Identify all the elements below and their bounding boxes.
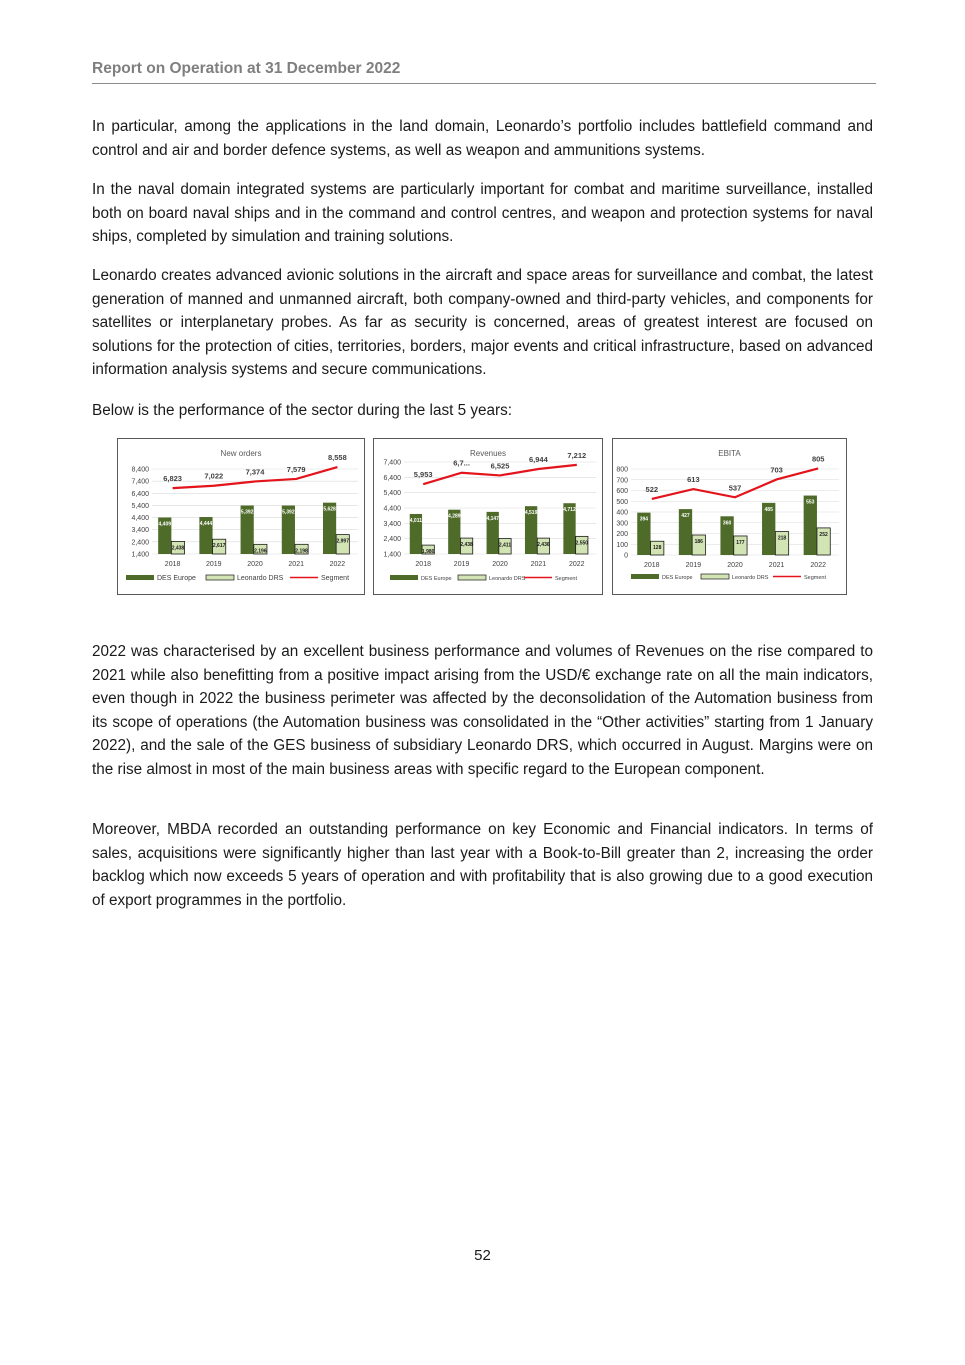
x-tick-label: 2019 [685, 562, 702, 569]
bar-data-label: 2,550 [575, 540, 589, 547]
x-tick-label: 2022 [329, 561, 346, 568]
y-tick-label: 5,400 [383, 490, 401, 498]
paragraph-avionics-security: Leonardo creates advanced avionic solutions in the aircraft and space areas for surveillance and combat, the latest generation of manned and unmanned aircraft, both company-owned and third-party vehicles, and components for satellites or interplanetary probes. As far as security is concerned, areas of greatest interest are focused on solutions for the protection of cities, territories, borders, major events and critical infrastructure, based on advanced information analysis systems and secure communications. [92, 267, 873, 379]
y-tick-label: 700 [616, 477, 628, 485]
y-tick-label: 6,400 [131, 490, 149, 498]
y-tick-label: 800 [616, 466, 628, 474]
bar-data-label: 394 [639, 516, 649, 523]
legend-label: DES Europe [662, 575, 693, 581]
y-tick-label: 4,400 [383, 505, 401, 513]
paragraph-naval-domain: In the naval domain integrated systems are particularly important for combat and maritime surveillance, installed both on board naval ships and in the command and control centres, and weapon and protection systems for naval ships, completed by simulation and training solutions. [92, 181, 873, 246]
segment-data-label: 6,823 [163, 474, 182, 484]
page-header [92, 60, 876, 84]
legend-swatch [126, 575, 154, 580]
bar-data-label: 2,997 [336, 538, 350, 545]
bar-data-label: 4,409 [158, 521, 172, 528]
x-tick-label: 2020 [727, 562, 743, 569]
bar-data-label: 4,519 [524, 510, 538, 517]
y-tick-label: 7,400 [131, 478, 149, 486]
y-tick-label: 4,400 [131, 515, 149, 523]
x-tick-label: 2018 [644, 562, 660, 569]
y-tick-label: 3,400 [131, 527, 149, 535]
bar-data-label: 5,392 [240, 509, 254, 516]
bar-data-label: 4,147 [486, 515, 499, 522]
x-tick-label: 2021 [768, 562, 785, 569]
bar-data-label: 186 [694, 539, 703, 546]
y-tick-label: 500 [616, 498, 628, 506]
x-tick-label: 2020 [492, 561, 508, 568]
header-title: Report on Operation at 31 December 2022 [92, 60, 401, 77]
x-tick-label: 2020 [247, 561, 263, 568]
y-tick-label: 2,400 [383, 536, 401, 544]
bar-data-label: 218 [777, 535, 787, 542]
y-tick-label: 2,400 [131, 539, 149, 547]
y-tick-label: 3,400 [383, 520, 401, 528]
chart-ebita [612, 438, 847, 595]
legend-label: Leonardo DRS [732, 575, 769, 581]
segment-data-label: 7,022 [204, 471, 224, 481]
y-tick-label: 7,400 [383, 459, 401, 467]
chart-new-orders [117, 438, 365, 595]
y-tick-label: 600 [616, 488, 628, 495]
y-tick-label: 6,400 [383, 474, 401, 482]
bar-data-label: 2,196 [254, 548, 267, 555]
segment-data-label: 537 [728, 483, 742, 493]
legend-label: Segment [804, 575, 827, 581]
bar-data-label: 360 [722, 520, 732, 527]
bar-data-label: 128 [653, 545, 662, 552]
segment-data-label: 7,212 [567, 450, 587, 460]
bar-data-label: 177 [736, 539, 745, 546]
bar-data-label: 4,712 [563, 507, 576, 514]
chart-ebita-svg [613, 439, 846, 594]
x-tick-label: 2019 [206, 561, 222, 568]
y-tick-label: 100 [616, 541, 628, 549]
legend-swatch [631, 574, 659, 579]
segment-data-label: 7,579 [286, 464, 306, 474]
segment-data-label: 805 [811, 454, 825, 464]
bar-data-label: 2,617 [212, 543, 226, 550]
segment-data-label: 6,7... [453, 458, 470, 468]
bar-data-label: 553 [806, 499, 815, 506]
segment-data-label: 522 [645, 484, 659, 494]
legend-label: Leonardo DRS [489, 576, 526, 582]
legend-swatch [458, 575, 486, 580]
bar-data-label: 4,444 [199, 521, 213, 528]
segment-data-label: 5,953 [413, 470, 433, 480]
chart-title: EBITA [718, 449, 741, 458]
x-tick-label: 2018 [415, 561, 431, 568]
bar-data-label: 4,289 [448, 513, 461, 520]
legend-label: Segment [321, 575, 350, 582]
bar-data-label: 1,980 [421, 549, 435, 556]
page-number: 52 [474, 1247, 491, 1264]
legend-swatch [390, 575, 418, 580]
paragraph-2022-performance: 2022 was characterised by an excellent business performance and volumes of Revenues on the rise compared to 2021 while also benefitting from a positive impact arising from the USD/€ exchange rate on all the main indicators, even though in 2022 the business perimeter was affected by the deconsolidation of the Automation business from its scope of operations (the Automation business was consolidated in the “Other activities” starting from 1 January 2022), and the sale of the GES business of subsidiary Leonardo DRS, which occurred in August. Margins were on the rise almost in most of the main business areas with specific regard to the European component. [92, 643, 873, 778]
y-tick-label: 1,400 [131, 551, 149, 559]
segment-data-label: 6,944 [529, 454, 548, 464]
legend-label: DES Europe [421, 576, 452, 582]
paragraph-mbda: Moreover, MBDA recorded an outstanding performance on key Economic and Financial indicators. In terms of sales, acquisitions were significantly higher than last year with a Book-to-Bill greater than 2, increasing the order backlog which now exceeds 5 years of operation and with profitability that is also growing due to a good execution of export programmes in the portfolio. [92, 821, 873, 909]
y-tick-label: 200 [616, 531, 628, 538]
chart-revenues [373, 438, 603, 595]
y-tick-label: 300 [616, 520, 628, 528]
x-tick-label: 2019 [453, 561, 470, 568]
legend-swatch [701, 574, 729, 579]
paragraph-land-domain: In particular, among the applications in the land domain, Leonardo’s portfolio includes battlefield command and control and air and border defence systems, as well as weapon and ammunitions systems. [92, 118, 873, 159]
bar-data-label: 4,011 [409, 517, 423, 524]
x-tick-label: 2022 [569, 561, 585, 568]
bar-data-label: 427 [681, 513, 690, 520]
bar-data-label: 2,198 [295, 548, 308, 555]
chart-new-orders-svg [118, 439, 364, 594]
chart-revenues-svg [374, 439, 602, 594]
y-tick-label: 0 [624, 552, 628, 560]
bar-data-label: 252 [819, 531, 828, 538]
bar-data-label: 2,436 [537, 542, 550, 549]
y-tick-label: 400 [616, 509, 628, 517]
bar-data-label: 2,411 [498, 542, 512, 549]
chart-title: Revenues [469, 449, 507, 458]
bar-data-label: 5,628 [323, 506, 336, 513]
x-tick-label: 2018 [164, 561, 181, 568]
legend-swatch [206, 575, 234, 580]
y-tick-label: 5,400 [131, 502, 149, 510]
segment-data-label: 8,558 [328, 453, 347, 463]
legend-label: Segment [555, 576, 578, 582]
segment-data-label: 703 [770, 465, 783, 475]
bar-data-label: 2,438 [171, 545, 185, 552]
legend-label: Leonardo DRS [237, 575, 284, 582]
legend-label: DES Europe [157, 575, 196, 582]
bar-data-label: 2,438 [460, 542, 473, 549]
bar-data-label: 5,392 [282, 509, 295, 516]
segment-data-label: 6,525 [490, 461, 510, 471]
y-tick-label: 8,400 [131, 466, 149, 474]
bar-data-label: 485 [764, 506, 773, 513]
x-tick-label: 2021 [530, 561, 547, 568]
segment-data-label: 613 [687, 475, 700, 485]
paragraph-performance-intro: Below is the performance of the sector during the last 5 years: [92, 402, 513, 419]
x-tick-label: 2021 [288, 561, 304, 568]
x-tick-label: 2022 [810, 562, 826, 569]
segment-data-label: 7,374 [245, 467, 265, 477]
y-tick-label: 1,400 [383, 551, 401, 559]
chart-title: New orders [220, 449, 262, 458]
